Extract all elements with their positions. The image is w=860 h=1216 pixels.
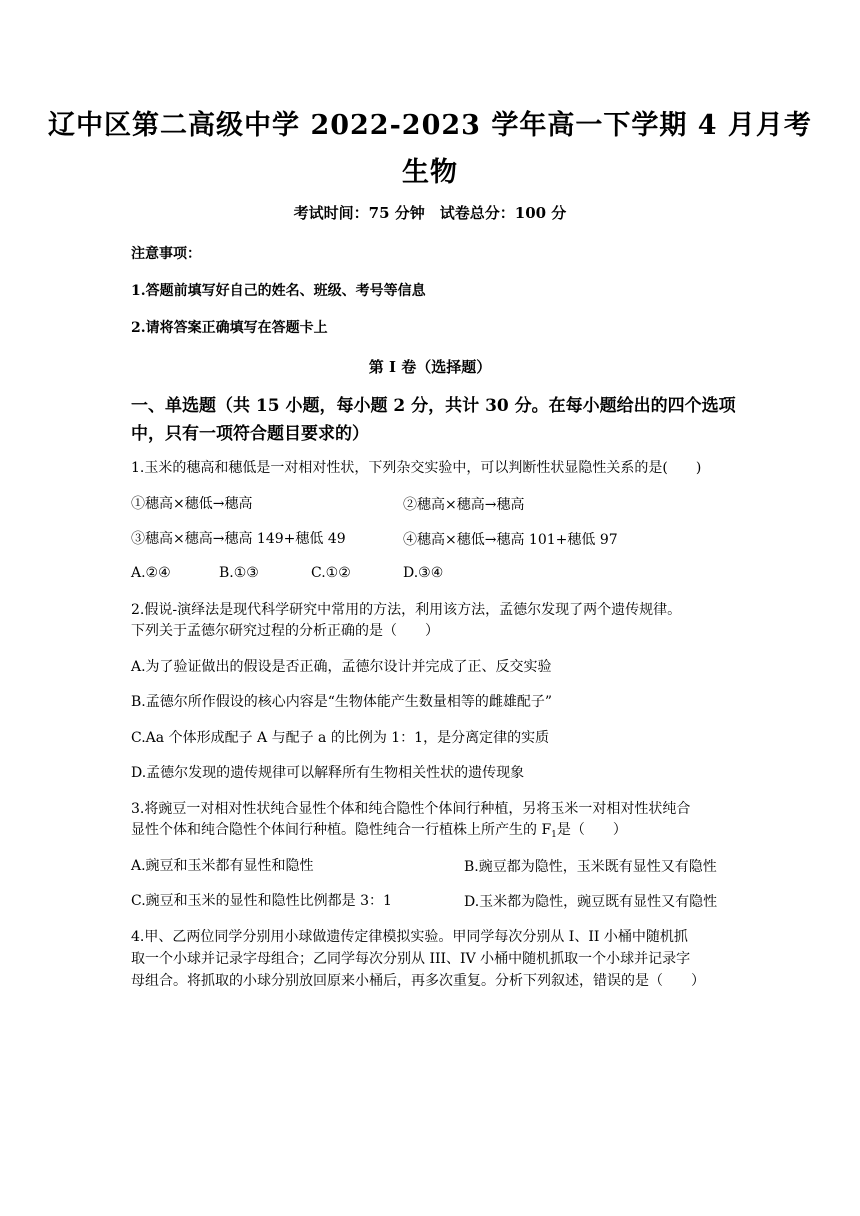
question-1-option-c: C.①② — [311, 565, 351, 581]
question-1-cross-1: ①穗高×穗低→穗高 — [131, 496, 253, 512]
note-item-2: 2.请将答案正确填写在答题卡上 — [131, 320, 328, 336]
question-1-option-b: B.①③ — [219, 565, 259, 581]
f1-subscript: 1 — [551, 830, 557, 840]
note-item-1: 1.答题前填写好自己的姓名、班级、考号等信息 — [131, 283, 426, 299]
exam-title: 辽中区第二高级中学 2022-2023 学年高一下学期 4 月月考 — [48, 110, 812, 141]
question-1-option-a: A.②④ — [131, 565, 171, 581]
question-4-stem-line-3: 母组合。将抓取的小球分别放回原来小桶后，再多次重复。分析下列叙述，错误的是（ ） — [131, 973, 705, 989]
part-title: 第 I 卷（选择题） — [368, 358, 492, 376]
question-3-stem-end: 是（ ） — [556, 822, 627, 838]
question-1-option-d: D.③④ — [403, 565, 444, 581]
question-4-stem-line-1: 4.甲、乙两位同学分别用小球做遗传定律模拟实验。甲同学每次分别从 I、II 小桶中随机抓 — [131, 929, 688, 945]
question-2-stem-line-2: 下列关于孟德尔研究过程的分析正确的是（ ） — [131, 623, 439, 639]
exam-info: 考试时间：75 分钟 试卷总分：100 分 — [293, 204, 567, 222]
question-1-cross-3: ③穗高×穗高→穗高 149+穗低 49 — [131, 531, 346, 547]
question-2-option-c: C.Aa 个体形成配子 A 与配子 a 的比例为 1：1，是分离定律的实质 — [131, 730, 550, 746]
question-1-cross-4: ④穗高×穗低→穗高 101+穗低 97 — [403, 532, 618, 548]
question-2-option-d: D.孟德尔发现的遗传规律可以解释所有生物相关性状的遗传现象 — [131, 765, 525, 781]
question-3-stem-line-2 — [131, 820, 741, 845]
question-3-stem-text: 显性个体和纯合隐性个体间行种植。隐性纯合一行植株上所产生的 F — [131, 822, 552, 838]
question-4-stem-line-2: 取一个小球并记录字母组合；乙同学每次分别从 III、IV 小桶中随机抓取一个小球并记录字 — [131, 951, 691, 967]
section-heading: 一、单选题（共 15 小题，每小题 2 分，共计 30 分。在每小题给出的四个选项中，只有一项符合题目要求的） — [131, 396, 736, 444]
subject-title: 生物 — [402, 157, 458, 188]
question-3-option-c: C.豌豆和玉米的显性和隐性比例都是 3：1 — [131, 893, 392, 909]
question-2-stem-line-1: 2.假说-演绎法是现代科学研究中常用的方法，利用该方法，孟德尔发现了两个遗传规律。 — [131, 602, 682, 618]
question-3-option-d: D.玉米都为隐性，豌豆既有显性又有隐性 — [464, 894, 718, 910]
question-3-option-b: B.豌豆都为隐性，玉米既有显性又有隐性 — [464, 859, 717, 875]
question-2-option-b: B.孟德尔所作假设的核心内容是“生物体能产生数量相等的雌雄配子” — [131, 694, 553, 710]
question-1-cross-2: ②穗高×穗高→穗高 — [403, 497, 525, 513]
question-1-stem: 1.玉米的穗高和穗低是一对相对性状，下列杂交实验中，可以判断性状显隐性关系的是( ) — [131, 460, 702, 476]
question-3-stem-line-1: 3.将豌豆一对相对性状纯合显性个体和纯合隐性个体间行种植，另将玉米一对相对性状纯合 — [131, 801, 691, 817]
question-2-option-a: A.为了验证做出的假设是否正确，孟德尔设计并完成了正、反交实验 — [131, 659, 552, 675]
question-3-option-a: A.豌豆和玉米都有显性和隐性 — [131, 858, 314, 874]
notes-heading: 注意事项： — [131, 246, 201, 262]
